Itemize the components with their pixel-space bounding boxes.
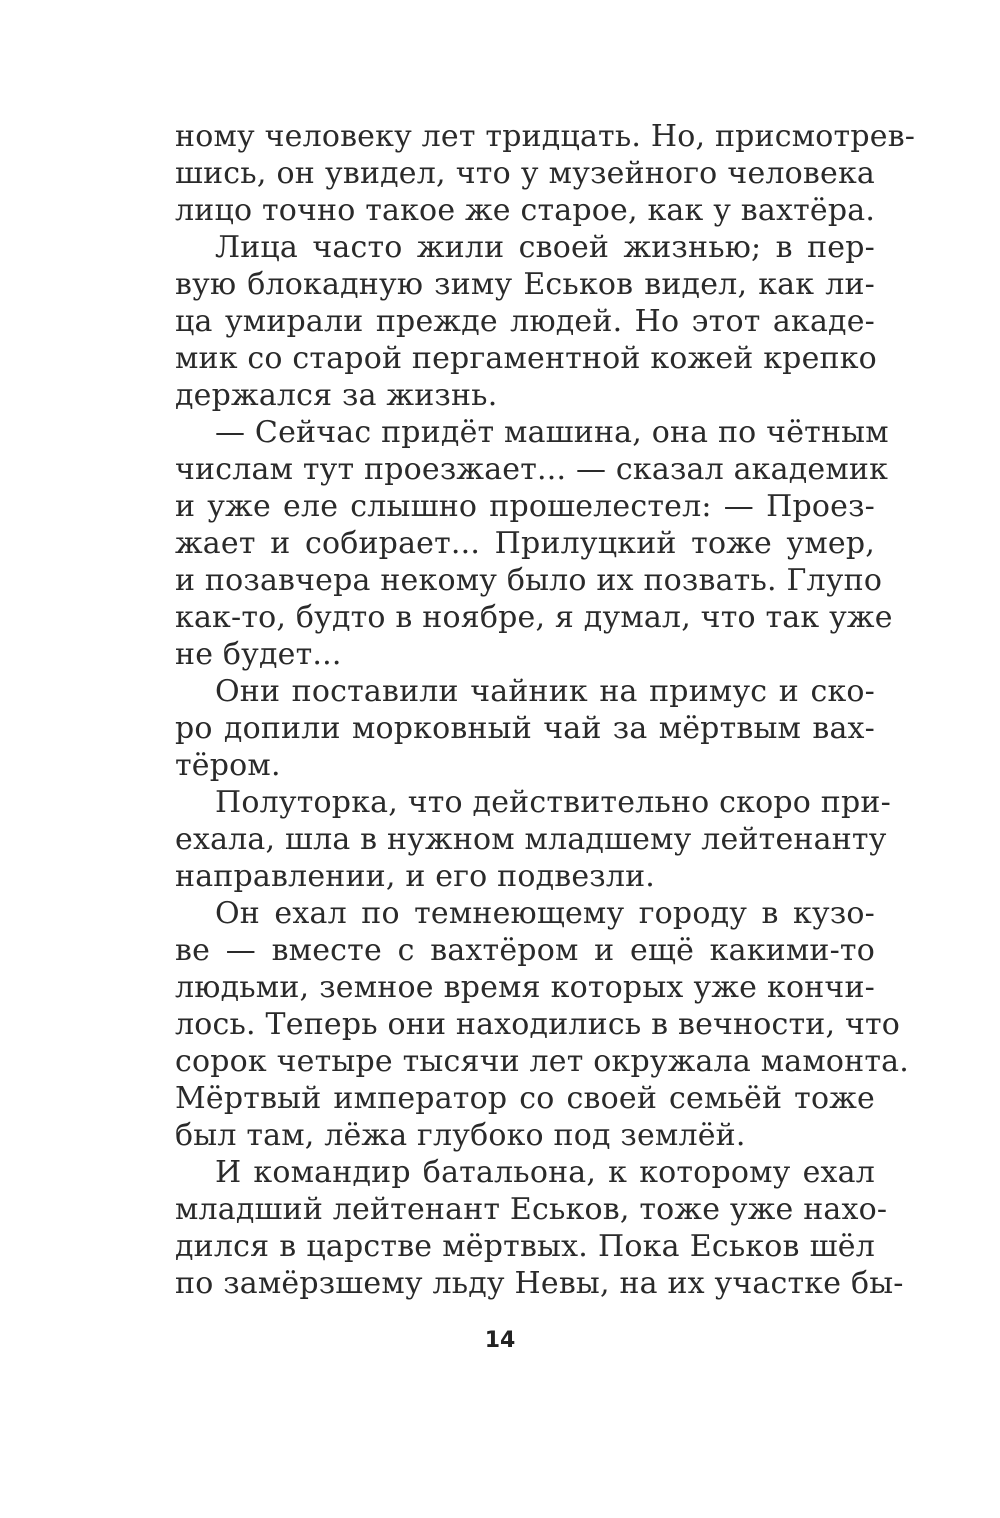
text-line: держался за жизнь.: [175, 378, 498, 413]
text-line: Полуторка, что действительно скоро при-: [215, 785, 891, 820]
text-line: ному человеку лет тридцать. Но, присмотрев-: [175, 119, 916, 154]
text-line: ро допили морковный чай за мёртвым вах-: [175, 711, 875, 746]
text-line: — Сейчас придёт машина, она по чётным: [215, 415, 889, 450]
text-line: и позавчера некому было их позвать. Глупо: [175, 563, 883, 598]
text-line: И командир батальона, к которому ехал: [215, 1155, 875, 1190]
text-line: мик со старой пергаментной кожей крепко: [175, 341, 877, 376]
text-line: и уже еле слышно прошелестел: — Проез-: [175, 489, 875, 524]
text-line: Мёртвый император со своей семьёй тоже: [175, 1081, 875, 1116]
text-line: шись, он увидел, что у музейного человека: [175, 156, 875, 191]
text-line: не будет...: [175, 637, 342, 672]
text-line: Они поставили чайник на примус и ско-: [215, 674, 875, 709]
body-text: [175, 118, 916, 1302]
text-line: младший лейтенант Еськов, тоже уже нахо-: [175, 1192, 888, 1227]
text-line: как-то, будто в ноябре, я думал, что так уже: [175, 600, 893, 635]
text-line: Он ехал по темнеющему городу в кузо-: [215, 896, 875, 931]
text-line: жает и собирает... Прилуцкий тоже умер,: [175, 526, 875, 561]
text-line: по замёрзшему льду Невы, на их участке бы-: [175, 1266, 904, 1301]
text-line: Лица часто жили своей жизнью; в пер-: [215, 230, 875, 265]
text-line: тёром.: [175, 748, 281, 783]
text-line: сорок четыре тысячи лет окружала мамонта.: [175, 1044, 909, 1079]
text-line: вую блокадную зиму Еськов видел, как ли-: [175, 267, 875, 302]
text-line: направлении, и его подвезли.: [175, 859, 656, 894]
text-line: ве — вместе с вахтёром и ещё какими-то: [175, 933, 875, 968]
text-line: был там, лёжа глубоко под землёй.: [175, 1118, 746, 1153]
text-line: лицо точно такое же старое, как у вахтёра.: [175, 193, 876, 228]
page-number: 14: [484, 1328, 516, 1353]
text-line: людьми, земное время которых уже кончи-: [175, 970, 875, 1005]
text-line: лось. Теперь они находились в вечности, что: [175, 1007, 901, 1042]
text-line: ехала, шла в нужном младшему лейтенанту: [175, 822, 887, 857]
text-line: ца умирали прежде людей. Но этот акаде-: [175, 304, 875, 339]
text-line: числам тут проезжает... — сказал академик: [175, 452, 889, 487]
text-line: дился в царстве мёртвых. Пока Еськов шёл: [175, 1229, 875, 1264]
